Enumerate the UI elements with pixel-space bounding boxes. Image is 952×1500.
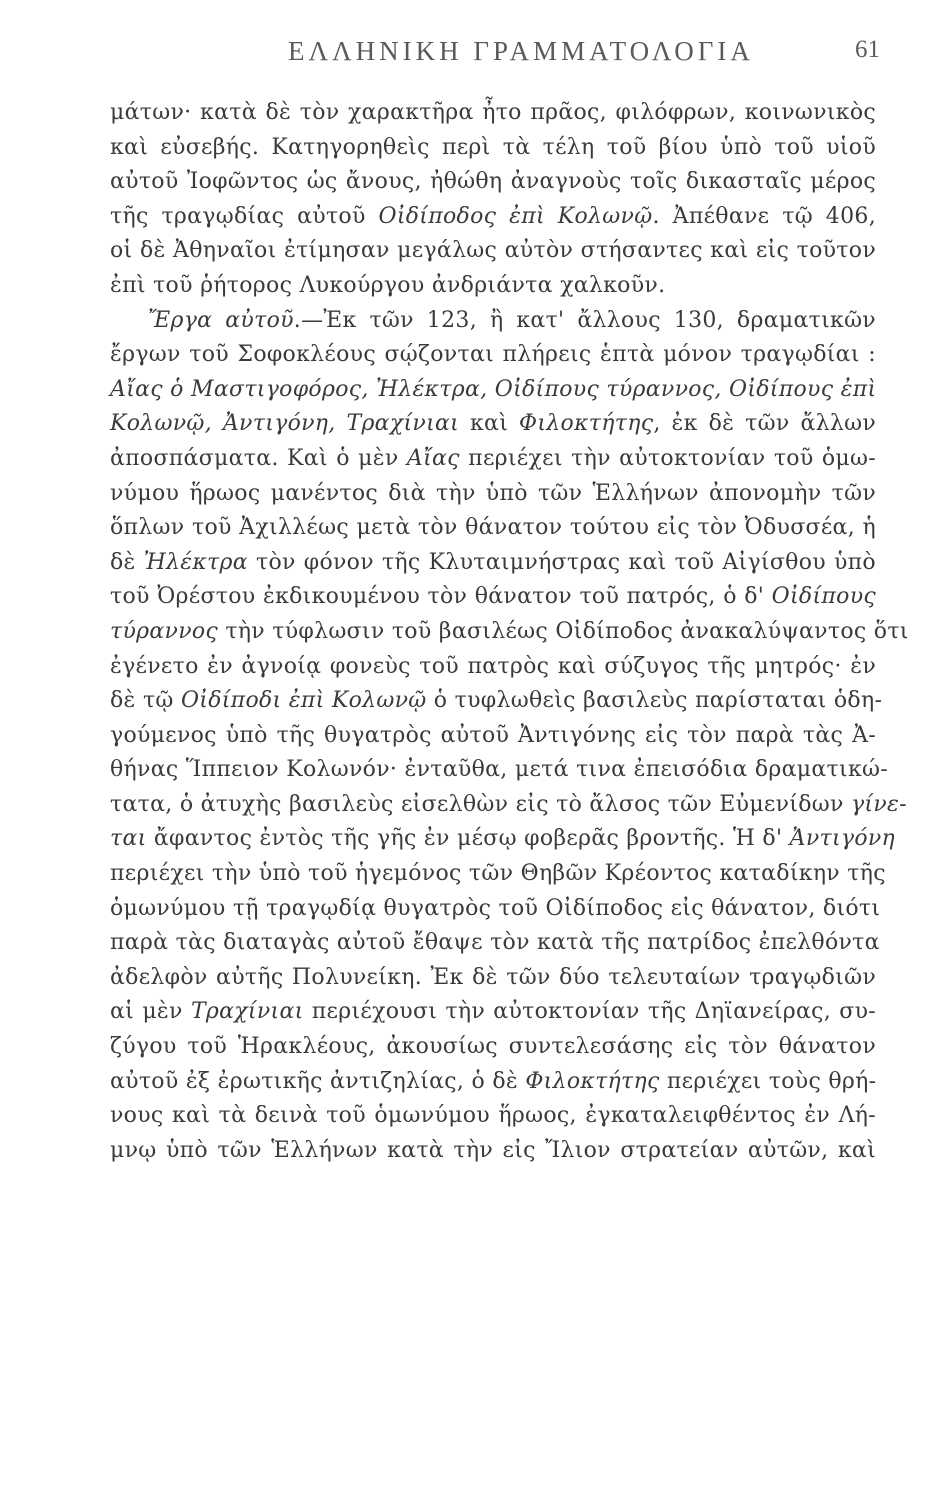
text-line xyxy=(110,995,876,1030)
text-line xyxy=(110,338,876,373)
italic-title-text: Ἔργα αὐτοῦ xyxy=(148,307,294,333)
italic-title-text: Φιλοκτήτης xyxy=(519,411,654,437)
text-line xyxy=(110,753,888,788)
text-line xyxy=(110,1134,876,1169)
line-segment: τὴν τύφλωσιν τοῦ βασιλέως Οἰδίποδος ἀνακαλύψαντος ὅτι xyxy=(218,618,909,644)
italic-title-text: Οἰδίποδος ἐπὶ Κολωνῷ xyxy=(378,203,653,229)
text-line xyxy=(110,131,876,166)
line-segment: περιέχουσι τὴν αὐτοκτονίαν τῆς Δηϊανείρας, συ- xyxy=(303,999,876,1025)
line-segment: καὶ xyxy=(459,411,520,437)
text-line xyxy=(110,511,876,546)
italic-title-text: Αἴας ὁ Μαστιγοφόρος, Ἠλέκτρα, Οἰδίπους τύραννος, Οἰδίπους ἐπὶ xyxy=(110,376,877,402)
italic-title-text: Αἴας xyxy=(406,445,460,471)
line-segment: παρὰ τὰς διαταγὰς αὐτοῦ ἔθαψε τὸν κατὰ τῆς πατρίδος ἐπελθόντα xyxy=(110,930,880,956)
text-line xyxy=(110,477,876,512)
text-line xyxy=(110,200,876,235)
italic-title-text: ται xyxy=(110,826,147,852)
line-segment: τοῦ Ὀρέστου ἐκδικουμένου τὸν θάνατον τοῦ πατρός, ὁ δ' xyxy=(110,584,772,610)
line-segment: ὁμωνύμου τῇ τραγῳδίᾳ θυγατρὸς τοῦ Οἰδίποδος εἰς θάνατον, διότι xyxy=(110,895,881,921)
line-segment: αἱ μὲν xyxy=(110,999,191,1025)
italic-title-text: Ἠλέκτρα xyxy=(143,549,248,575)
text-line xyxy=(110,407,876,442)
text-line xyxy=(110,546,876,581)
line-segment: ἄφαντος ἐντὸς τῆς γῆς ἐν μέσῳ φοβερᾶς βροντῆς. Ἡ δ' xyxy=(146,826,790,852)
line-segment: δὲ xyxy=(110,549,144,575)
text-line xyxy=(110,96,876,131)
line-segment: ζύγου τοῦ Ἡρακλέους, ἀκουσίως συντελεσάσης εἰς τὸν θάνατον xyxy=(110,1034,876,1060)
text-line xyxy=(110,684,883,719)
running-title: ΕΛΛΗΝΙΚΗ ΓΡΑΜΜΑΤΟΛΟΓΙΑ xyxy=(288,36,754,66)
italic-title-text: Οἰδίποδι ἐπὶ Κολωνῷ xyxy=(180,688,427,714)
text-line xyxy=(110,961,876,996)
line-segment: μάτων· κατὰ δὲ τὸν χαρακτῆρα ἦτο πρᾶος, φιλόφρων, κοινωνικὸς xyxy=(110,100,876,125)
italic-title-text: Τραχίνιαι xyxy=(190,999,304,1025)
line-segment: , ἐκ δὲ τῶν ἄλλων xyxy=(653,411,876,437)
page-number: 61 xyxy=(855,36,880,63)
running-head xyxy=(110,36,880,76)
line-segment: τατα, ὁ ἀτυχὴς βασιλεὺς εἰσελθὼν εἰς τὸ ἄλσος τῶν Εὐμενίδων xyxy=(110,791,851,817)
line-segment: τῆς τραγῳδίας αὐτοῦ xyxy=(110,203,379,229)
italic-title-text: Φιλοκτήτης xyxy=(525,1068,660,1094)
text-line xyxy=(110,442,876,477)
line-segment: ἀποσπάσματα. Καὶ ὁ μὲν xyxy=(110,445,407,471)
text-line xyxy=(110,788,907,823)
text-line xyxy=(110,650,876,685)
line-segment: θήνας Ἵππειον Κολωνόν· ἐνταῦθα, μετά τινα ἐπεισόδια δραματικώ- xyxy=(110,757,888,783)
italic-title-text: Ἀντιγόνη xyxy=(789,826,896,852)
text-line xyxy=(110,304,876,339)
text-line xyxy=(110,719,876,754)
text-line xyxy=(110,615,909,650)
line-segment: οἱ δὲ Ἀθηναῖοι ἐτίμησαν μεγάλως αὐτὸν στήσαντες καὶ εἰς τοῦτον xyxy=(110,238,876,264)
line-segment: ἔργων τοῦ Σοφοκλέους σῴζονται πλήρεις ἑπτὰ μόνον τραγῳδίαι : xyxy=(110,342,876,368)
italic-title-text: Οἰδίπους xyxy=(771,584,876,610)
text-line xyxy=(110,580,876,615)
line-segment: γούμενος ὑπὸ τῆς θυγατρὸς αὐτοῦ Ἀντιγόνης εἰς τὸν παρὰ τὰς Ἀ- xyxy=(110,722,876,748)
line-segment: μνῳ ὑπὸ τῶν Ἑλλήνων κατὰ τὴν εἰς Ἴλιον στρατείαν αὐτῶν, καὶ xyxy=(110,1137,876,1163)
line-segment: ἐπὶ τοῦ ῥήτορος Λυκούργου ἀνδριάντα χαλκοῦν. xyxy=(110,272,666,298)
line-segment: αὐτοῦ Ἰοφῶντος ὡς ἄνους, ἠθώθη ἀναγνοὺς τοῖς δικασταῖς μέρος xyxy=(110,169,876,195)
line-segment: . Ἀπέθανε τῷ 406, xyxy=(652,203,876,229)
text-line xyxy=(110,373,876,408)
text-line xyxy=(110,892,881,927)
text-line xyxy=(110,857,886,892)
line-segment: ἀδελφὸν αὐτῆς Πολυνείκη. Ἐκ δὲ τῶν δύο τελευταίων τραγῳδιῶν xyxy=(110,964,876,990)
line-segment: ἐγένετο ἐν ἀγνοίᾳ φονεὺς τοῦ πατρὸς καὶ σύζυγος τῆς μητρός· ἐν xyxy=(110,653,876,679)
text-line xyxy=(110,234,876,269)
text-line xyxy=(110,1030,876,1065)
italic-title-text: τύραννος xyxy=(110,618,219,644)
line-segment: περιέχει τὴν ὑπὸ τοῦ ἡγεμόνος τῶν Θηβῶν Κρέοντος καταδίκην τῆς xyxy=(110,861,886,887)
line-segment: περιέχει τοὺς θρή- xyxy=(659,1068,877,1094)
line-segment: δὲ τῷ xyxy=(110,688,181,714)
line-segment: αὐτοῦ ἐξ ἐρωτικῆς ἀντιζηλίας, ὁ δὲ xyxy=(110,1068,526,1094)
line-segment: ὅπλων τοῦ Ἀχιλλέως μετὰ τὸν θάνατον τούτου εἰς τὸν Ὀδυσσέα, ἡ xyxy=(110,515,876,541)
text-line xyxy=(110,1065,876,1100)
line-segment: καὶ εὐσεβής. Κατηγορηθεὶς περὶ τὰ τέλη τοῦ βίου ὑπὸ τοῦ υἱοῦ xyxy=(110,134,876,160)
line-segment: περιέχει τὴν αὐτοκτονίαν τοῦ ὁμω- xyxy=(459,445,876,471)
line-segment: .—Ἐκ τῶν 123, ἢ κατ' ἄλλους 130, δραματικῶν xyxy=(293,307,876,333)
text-line xyxy=(110,1099,876,1134)
line-segment: ὁ τυφλωθεὶς βασιλεὺς παρίσταται ὁδη- xyxy=(426,688,883,714)
italic-title-text: γίνε- xyxy=(850,791,907,817)
body-text xyxy=(110,96,909,1168)
line-segment: νύμου ἥρωος μανέντος διὰ τὴν ὑπὸ τῶν Ἑλλήνων ἀπονομὴν τῶν xyxy=(110,480,876,506)
text-line xyxy=(110,269,876,304)
text-line xyxy=(110,822,896,857)
line-segment: τὸν φόνον τῆς Κλυταιμνήστρας καὶ τοῦ Αἰγίσθου ὑπὸ xyxy=(247,549,876,575)
italic-title-text: Κολωνῷ, Ἀντιγόνη, Τραχίνιαι xyxy=(110,411,460,437)
text-line xyxy=(110,165,876,200)
text-line xyxy=(110,926,880,961)
line-segment: νους καὶ τὰ δεινὰ τοῦ ὁμωνύμου ἥρωος, ἐγκαταλειφθέντος ἐν Λή- xyxy=(110,1103,876,1129)
